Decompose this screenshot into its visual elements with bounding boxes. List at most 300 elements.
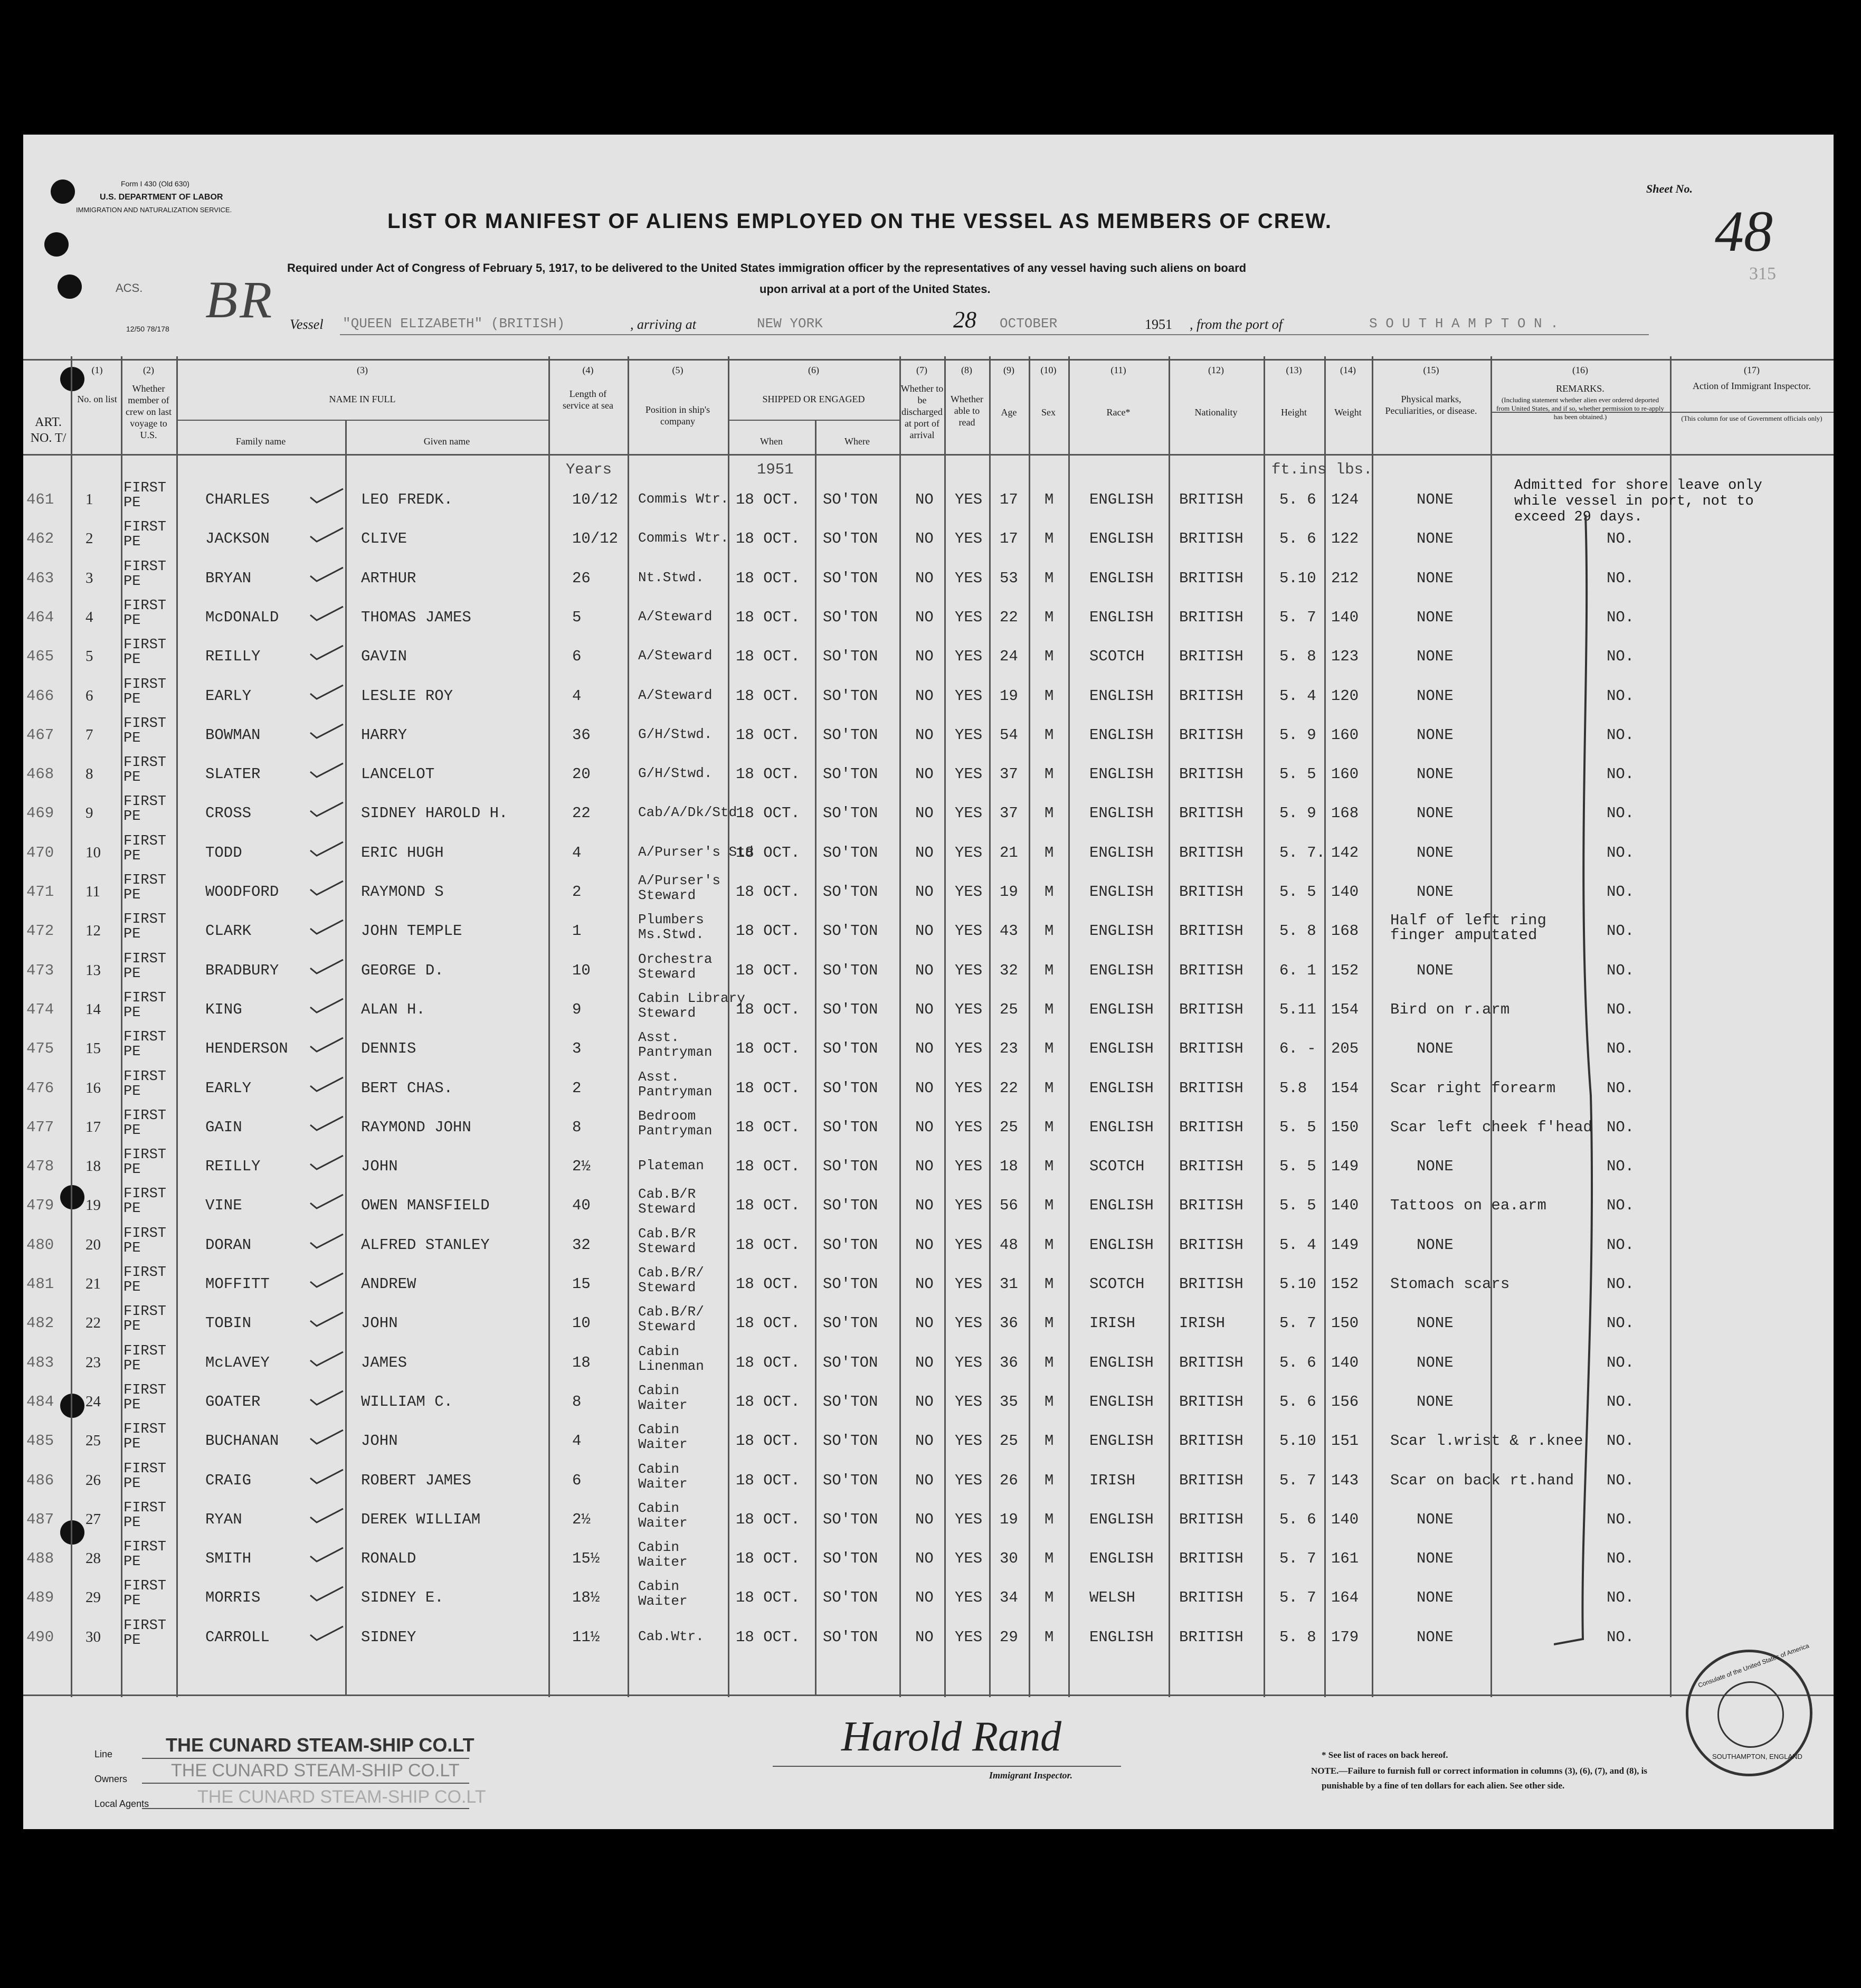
- previous-voyage: FIRST: [124, 715, 167, 732]
- sex: M: [1045, 844, 1054, 862]
- ship-position: G/H/Stwd.: [638, 726, 713, 742]
- header-c16: REMARKS.: [1556, 383, 1604, 394]
- previous-voyage: PE: [124, 691, 141, 707]
- physical-marks: Bird on r.arm: [1390, 1000, 1510, 1018]
- nationality: BRITISH: [1179, 491, 1243, 508]
- service-length: 6: [572, 648, 582, 666]
- shipped-where: SO'TON: [823, 1040, 878, 1058]
- height: 5. 9: [1279, 804, 1316, 822]
- previous-voyage: FIRST: [124, 519, 167, 536]
- family-name: SLATER: [205, 765, 261, 783]
- given-name: OWEN MANSFIELD: [361, 1197, 490, 1215]
- family-name: GOATER: [205, 1393, 261, 1410]
- years-unit: Years: [566, 461, 612, 478]
- height: 5. 6: [1279, 1353, 1316, 1371]
- shipped-where: SO'TON: [823, 608, 878, 626]
- service-length: 1: [572, 922, 582, 940]
- physical-marks: NONE: [1417, 765, 1454, 783]
- remarks-note-line-2: while vessel in port, not to: [1514, 494, 1754, 509]
- shipped-where: SO'TON: [823, 1510, 878, 1528]
- weight: 149: [1331, 1236, 1359, 1254]
- race: ENGLISH: [1089, 1393, 1154, 1410]
- art-number: 480: [26, 1236, 54, 1254]
- check-mark-icon: [308, 643, 345, 661]
- given-name: JAMES: [361, 1353, 407, 1371]
- physical-marks: Scar on back rt.hand: [1390, 1471, 1574, 1489]
- header-c9-num: (9): [1003, 365, 1014, 375]
- sex: M: [1045, 1118, 1054, 1136]
- shipped-when: 18 OCT.: [736, 1471, 800, 1489]
- shipped-when: 18 OCT.: [736, 1197, 800, 1215]
- service-length: 2½: [572, 1158, 591, 1176]
- able-to-read: YES: [955, 687, 983, 705]
- race: ENGLISH: [1089, 687, 1154, 705]
- header-c3a: Family name: [235, 436, 286, 447]
- service-length: 22: [572, 804, 591, 822]
- weight: 154: [1331, 1079, 1359, 1097]
- shipped-where: SO'TON: [823, 1393, 878, 1410]
- previous-voyage: FIRST: [124, 1617, 167, 1634]
- punch-hole: [60, 1185, 84, 1209]
- discharged: NO: [915, 1628, 934, 1646]
- remarks: NO.: [1607, 922, 1635, 940]
- check-mark-icon: [308, 1114, 345, 1132]
- age: 48: [1000, 1236, 1018, 1254]
- remarks: NO.: [1607, 1550, 1635, 1568]
- ship-position: Waiter: [638, 1436, 688, 1453]
- remarks: NO.: [1607, 1236, 1635, 1254]
- inspector-label: Immigrant Inspector.: [989, 1770, 1073, 1781]
- remarks: NO.: [1607, 1314, 1635, 1332]
- race: ENGLISH: [1089, 1432, 1154, 1450]
- given-name: JOHN: [361, 1432, 398, 1450]
- ship-position: Pantryman: [638, 1083, 713, 1100]
- height: 5. 5: [1279, 1158, 1316, 1176]
- ship-position: Waiter: [638, 1397, 688, 1413]
- vessel-name: "QUEEN ELIZABETH" (BRITISH): [343, 316, 565, 332]
- list-number: 8: [86, 765, 93, 783]
- previous-voyage: PE: [124, 1397, 141, 1413]
- header-c1-num: (1): [91, 365, 103, 375]
- previous-voyage: FIRST: [124, 1578, 167, 1595]
- seal-bottom-text: SOUTHAMPTON, ENGLAND: [1712, 1753, 1802, 1760]
- form-number: Form I 430 (Old 630): [121, 179, 189, 188]
- weight: 164: [1331, 1589, 1359, 1607]
- previous-voyage: PE: [124, 1475, 141, 1492]
- ship-position: Ms.Stwd.: [638, 926, 704, 943]
- ship-position: Steward: [638, 1319, 696, 1335]
- ship-position: Cabin Library: [638, 990, 745, 1006]
- age: 36: [1000, 1314, 1018, 1332]
- previous-voyage: PE: [124, 1593, 141, 1610]
- shipped-where: SO'TON: [823, 726, 878, 744]
- note-failure: NOTE.—Failure to furnish full or correct information in columns (3), (6), (7), and (8), is: [1311, 1766, 1648, 1776]
- previous-voyage: PE: [124, 612, 141, 629]
- age: 25: [1000, 1432, 1018, 1450]
- list-number: 27: [86, 1510, 101, 1528]
- remarks: NO.: [1607, 569, 1635, 587]
- given-name: THOMAS JAMES: [361, 608, 471, 626]
- nationality: BRITISH: [1179, 687, 1243, 705]
- print-code: 12/50 78/178: [126, 325, 169, 333]
- height: 5. 6: [1279, 1510, 1316, 1528]
- previous-voyage: PE: [124, 1632, 141, 1649]
- required-line-1: Required under Act of Congress of February 5, 1917, to be delivered to the United States immigration officer by the representatives of any vessel having such aliens on board: [287, 261, 1247, 274]
- discharged: NO: [915, 1353, 934, 1371]
- owners-label: Owners: [94, 1774, 128, 1784]
- remarks: NO.: [1607, 1197, 1635, 1215]
- nationality: BRITISH: [1179, 1158, 1243, 1176]
- ship-position: Asst.: [638, 1029, 680, 1046]
- consulate-seal: [1686, 1642, 1812, 1776]
- age: 25: [1000, 1000, 1018, 1018]
- header-c15-num: (15): [1423, 365, 1439, 375]
- given-name: JOHN TEMPLE: [361, 922, 462, 940]
- previous-voyage: FIRST: [124, 951, 167, 967]
- remarks: NO.: [1607, 765, 1635, 783]
- discharged: NO: [915, 844, 934, 862]
- header-c5: Position in ship's company: [645, 404, 710, 427]
- art-number: 481: [26, 1275, 54, 1293]
- race: ENGLISH: [1089, 1628, 1154, 1646]
- nationality: BRITISH: [1179, 1589, 1243, 1607]
- sex: M: [1045, 1079, 1054, 1097]
- shipped-where: SO'TON: [823, 844, 878, 862]
- header-c7-num: (7): [916, 365, 927, 375]
- list-number: 4: [86, 608, 93, 626]
- check-mark-icon: [308, 1153, 345, 1171]
- physical-marks: NONE: [1417, 687, 1454, 705]
- remarks: NO.: [1607, 1432, 1635, 1450]
- physical-marks: NONE: [1417, 844, 1454, 862]
- given-name: RAYMOND S: [361, 883, 444, 901]
- list-number: 2: [86, 530, 93, 547]
- height: 5.10: [1279, 1275, 1316, 1293]
- sex: M: [1045, 1432, 1054, 1450]
- previous-voyage: FIRST: [124, 990, 167, 1006]
- race: ENGLISH: [1089, 1197, 1154, 1215]
- previous-voyage: PE: [124, 887, 141, 903]
- previous-voyage: PE: [124, 1201, 141, 1217]
- previous-voyage: PE: [124, 770, 141, 786]
- column-rule: [176, 356, 178, 1697]
- shipped-where: SO'TON: [823, 491, 878, 508]
- list-number: 5: [86, 648, 93, 665]
- check-mark-icon: [308, 683, 345, 701]
- physical-marks: NONE: [1417, 1158, 1454, 1176]
- seal-ring-text: Consulate of the United States of America: [1697, 1642, 1810, 1689]
- shipped-subheader-rule: [728, 420, 899, 421]
- sex: M: [1045, 1275, 1054, 1293]
- service-length: 10: [572, 961, 591, 979]
- check-mark-icon: [308, 1036, 345, 1054]
- race: ENGLISH: [1089, 961, 1154, 979]
- sex: M: [1045, 765, 1054, 783]
- nationality: BRITISH: [1179, 608, 1243, 626]
- physical-marks: NONE: [1417, 804, 1454, 822]
- ship-position: A/Steward: [638, 648, 713, 664]
- given-name: JOHN: [361, 1314, 398, 1332]
- list-number: 19: [86, 1197, 101, 1214]
- service-length: 15: [572, 1275, 591, 1293]
- remarks: NO.: [1607, 1000, 1635, 1018]
- weight: 140: [1331, 1353, 1359, 1371]
- required-line-2: upon arrival at a port of the United States.: [759, 282, 991, 296]
- given-name: ALFRED STANLEY: [361, 1236, 490, 1254]
- column-rule: [1264, 356, 1265, 1697]
- sex: M: [1045, 1589, 1054, 1607]
- age: 35: [1000, 1393, 1018, 1410]
- physical-marks: NONE: [1417, 1040, 1454, 1058]
- shipped-when: 18 OCT.: [736, 1158, 800, 1176]
- nationality: BRITISH: [1179, 1393, 1243, 1410]
- discharged: NO: [915, 491, 934, 508]
- service-length: 20: [572, 765, 591, 783]
- header-c1: No. on list: [77, 394, 117, 404]
- check-mark-icon: [308, 1271, 345, 1289]
- given-name: RONALD: [361, 1550, 416, 1568]
- check-mark-icon: [308, 722, 345, 740]
- service-name: IMMIGRATION AND NATURALIZATION SERVICE.: [76, 206, 232, 214]
- ship-position: Asst.: [638, 1068, 680, 1085]
- previous-voyage: PE: [124, 1162, 141, 1178]
- column-rule: [1169, 356, 1170, 1697]
- ship-position: Waiter: [638, 1475, 688, 1492]
- list-number: 21: [86, 1275, 101, 1292]
- shipped-when: 18 OCT.: [736, 1393, 800, 1410]
- art-number: 487: [26, 1510, 54, 1528]
- shipped-when: 18 OCT.: [736, 1589, 800, 1607]
- service-length: 2: [572, 1079, 582, 1097]
- given-name: WILLIAM C.: [361, 1393, 453, 1410]
- discharged: NO: [915, 765, 934, 783]
- nationality: BRITISH: [1179, 883, 1243, 901]
- shipped-where: SO'TON: [823, 569, 878, 587]
- able-to-read: YES: [955, 961, 983, 979]
- race: ENGLISH: [1089, 1000, 1154, 1018]
- age: 19: [1000, 1510, 1018, 1528]
- agents-value: THE CUNARD STEAM-SHIP CO.LT: [197, 1787, 486, 1807]
- height: 5. 7: [1279, 1550, 1316, 1568]
- weight: 140: [1331, 1510, 1359, 1528]
- previous-voyage: FIRST: [124, 1107, 167, 1124]
- family-name: REILLY: [205, 1158, 261, 1176]
- sex: M: [1045, 1314, 1054, 1332]
- owners-value: THE CUNARD STEAM-SHIP CO.LT: [171, 1760, 460, 1781]
- race: ENGLISH: [1089, 530, 1154, 548]
- discharged: NO: [915, 804, 934, 822]
- note-races: * See list of races on back hereof.: [1322, 1750, 1448, 1760]
- header-c8-num: (8): [961, 365, 972, 375]
- able-to-read: YES: [955, 1118, 983, 1136]
- age: 30: [1000, 1550, 1018, 1568]
- check-mark-icon: [308, 1468, 345, 1485]
- remarks-note-line-1: Admitted for shore leave only: [1514, 478, 1762, 494]
- physical-marks: NONE: [1417, 491, 1454, 508]
- previous-voyage: FIRST: [124, 1186, 167, 1203]
- family-name: SMITH: [205, 1550, 252, 1568]
- height: 6. -: [1279, 1040, 1316, 1058]
- physical-marks: NONE: [1417, 726, 1454, 744]
- given-name: GAVIN: [361, 648, 407, 666]
- arrival-year: 1951: [1145, 317, 1172, 332]
- ship-position: Cabin: [638, 1422, 680, 1438]
- header-c4: Length of service at sea: [563, 389, 613, 411]
- height-weight-unit: ft.ins lbs.: [1271, 461, 1373, 478]
- previous-voyage: PE: [124, 573, 141, 590]
- shipped-where: SO'TON: [823, 1197, 878, 1215]
- shipped-where: SO'TON: [823, 1118, 878, 1136]
- service-length: 36: [572, 726, 591, 744]
- service-length: 18: [572, 1353, 591, 1371]
- able-to-read: YES: [955, 1275, 983, 1293]
- art-number: 479: [26, 1197, 54, 1215]
- service-length: 3: [572, 1040, 582, 1058]
- column-rule: [728, 356, 729, 1697]
- previous-voyage: PE: [124, 1554, 141, 1570]
- able-to-read: YES: [955, 1510, 983, 1528]
- column-rule: [345, 420, 347, 1694]
- line-value: THE CUNARD STEAM-SHIP CO.LT: [166, 1734, 474, 1756]
- discharged: NO: [915, 1040, 934, 1058]
- family-name: McDONALD: [205, 608, 279, 626]
- shipped-when: 18 OCT.: [736, 687, 800, 705]
- check-mark-icon: [308, 487, 345, 505]
- header-c2: Whether member of crew on last voyage to U.S.: [126, 383, 172, 440]
- header-c13-num: (13): [1286, 365, 1302, 375]
- discharged: NO: [915, 1118, 934, 1136]
- height: 5. 9: [1279, 726, 1316, 744]
- previous-voyage: FIRST: [124, 480, 167, 496]
- family-name: KING: [205, 1000, 242, 1018]
- ship-position: Cabin: [638, 1578, 680, 1595]
- race: ENGLISH: [1089, 922, 1154, 940]
- check-mark-icon: [308, 565, 345, 583]
- ship-position: Steward: [638, 1005, 696, 1021]
- weight: 160: [1331, 726, 1359, 744]
- race: ENGLISH: [1089, 1118, 1154, 1136]
- from-port: S O U T H A M P T O N .: [1369, 316, 1559, 332]
- shipped-when: 18 OCT.: [736, 530, 800, 548]
- remarks: NO.: [1607, 726, 1635, 744]
- service-length: 4: [572, 1432, 582, 1450]
- header-c17-num: (17): [1744, 365, 1760, 375]
- service-length: 6: [572, 1471, 582, 1489]
- ship-position: Pantryman: [638, 1044, 713, 1061]
- shipped-where: SO'TON: [823, 765, 878, 783]
- ship-position: Cab.Wtr.: [638, 1628, 704, 1644]
- art-number: 461: [26, 491, 54, 508]
- weight: 142: [1331, 844, 1359, 862]
- weight: 154: [1331, 1000, 1359, 1018]
- nationality: IRISH: [1179, 1314, 1226, 1332]
- header-c17-sub: (This column for use of Government officials only): [1681, 414, 1822, 422]
- ship-position: Waiter: [638, 1514, 688, 1531]
- race: ENGLISH: [1089, 726, 1154, 744]
- art-number: 486: [26, 1471, 54, 1489]
- able-to-read: YES: [955, 1079, 983, 1097]
- arrival-month: OCTOBER: [1000, 316, 1058, 332]
- remarks: NO.: [1607, 1040, 1635, 1058]
- header-c2-num: (2): [143, 365, 154, 375]
- art-number: 476: [26, 1079, 54, 1097]
- shipped-when: 18 OCT.: [736, 648, 800, 666]
- physical-marks: NONE: [1417, 1550, 1454, 1568]
- shipped-where: SO'TON: [823, 1471, 878, 1489]
- column-rule: [71, 356, 72, 1697]
- given-name: DENNIS: [361, 1040, 416, 1058]
- race: SCOTCH: [1089, 1158, 1145, 1176]
- shipped-where: SO'TON: [823, 1589, 878, 1607]
- ship-position: Cab.B/R/: [638, 1304, 704, 1320]
- sex: M: [1045, 961, 1054, 979]
- previous-voyage: PE: [124, 809, 141, 825]
- shipped-when: 18 OCT.: [736, 883, 800, 901]
- height: 5.11: [1279, 1000, 1316, 1018]
- race: ENGLISH: [1089, 1236, 1154, 1254]
- discharged: NO: [915, 608, 934, 626]
- physical-marks: NONE: [1417, 1510, 1454, 1528]
- previous-voyage: FIRST: [124, 794, 167, 810]
- ship-position: Linenman: [638, 1358, 704, 1374]
- header-c3b: Given name: [423, 436, 470, 447]
- discharged: NO: [915, 1432, 934, 1450]
- age: 18: [1000, 1158, 1018, 1176]
- able-to-read: YES: [955, 648, 983, 666]
- header-c17: Action of Immigrant Inspector.: [1693, 381, 1811, 391]
- art-number: 472: [26, 922, 54, 940]
- shipped-where: SO'TON: [823, 1158, 878, 1176]
- height: 5.8: [1279, 1079, 1307, 1097]
- nationality: BRITISH: [1179, 1000, 1243, 1018]
- art-number: 490: [26, 1628, 54, 1646]
- art-number: 485: [26, 1432, 54, 1450]
- age: 54: [1000, 726, 1018, 744]
- given-name: HARRY: [361, 726, 407, 744]
- ship-position: G/H/Stwd.: [638, 765, 713, 782]
- height: 5.10: [1279, 569, 1316, 587]
- family-name: BUCHANAN: [205, 1432, 279, 1450]
- punch-hole: [58, 274, 82, 299]
- header-c13: Height: [1281, 407, 1307, 418]
- nationality: BRITISH: [1179, 569, 1243, 587]
- physical-marks: NONE: [1417, 1236, 1454, 1254]
- height: 5. 5: [1279, 1118, 1316, 1136]
- art-number: 482: [26, 1314, 54, 1332]
- age: 26: [1000, 1471, 1018, 1489]
- physical-marks: NONE: [1417, 1393, 1454, 1410]
- check-mark-icon: [308, 1192, 345, 1210]
- shipped-when: 18 OCT.: [736, 765, 800, 783]
- column-rule: [989, 356, 991, 1697]
- previous-voyage: FIRST: [124, 1265, 167, 1281]
- arrival-day: 28: [953, 307, 976, 333]
- shipped-when: 18 OCT.: [736, 1236, 800, 1254]
- weight: 152: [1331, 961, 1359, 979]
- column-rule: [1372, 356, 1373, 1697]
- family-name: REILLY: [205, 648, 261, 666]
- able-to-read: YES: [955, 922, 983, 940]
- service-length: 2: [572, 883, 582, 901]
- age: 25: [1000, 1118, 1018, 1136]
- remarks: NO.: [1607, 1079, 1635, 1097]
- art-number: 488: [26, 1550, 54, 1568]
- ship-position: Steward: [638, 887, 696, 903]
- shipped-when: 18 OCT.: [736, 1079, 800, 1097]
- service-length: 5: [572, 608, 582, 626]
- height: 6. 1: [1279, 961, 1316, 979]
- height: 5. 5: [1279, 765, 1316, 783]
